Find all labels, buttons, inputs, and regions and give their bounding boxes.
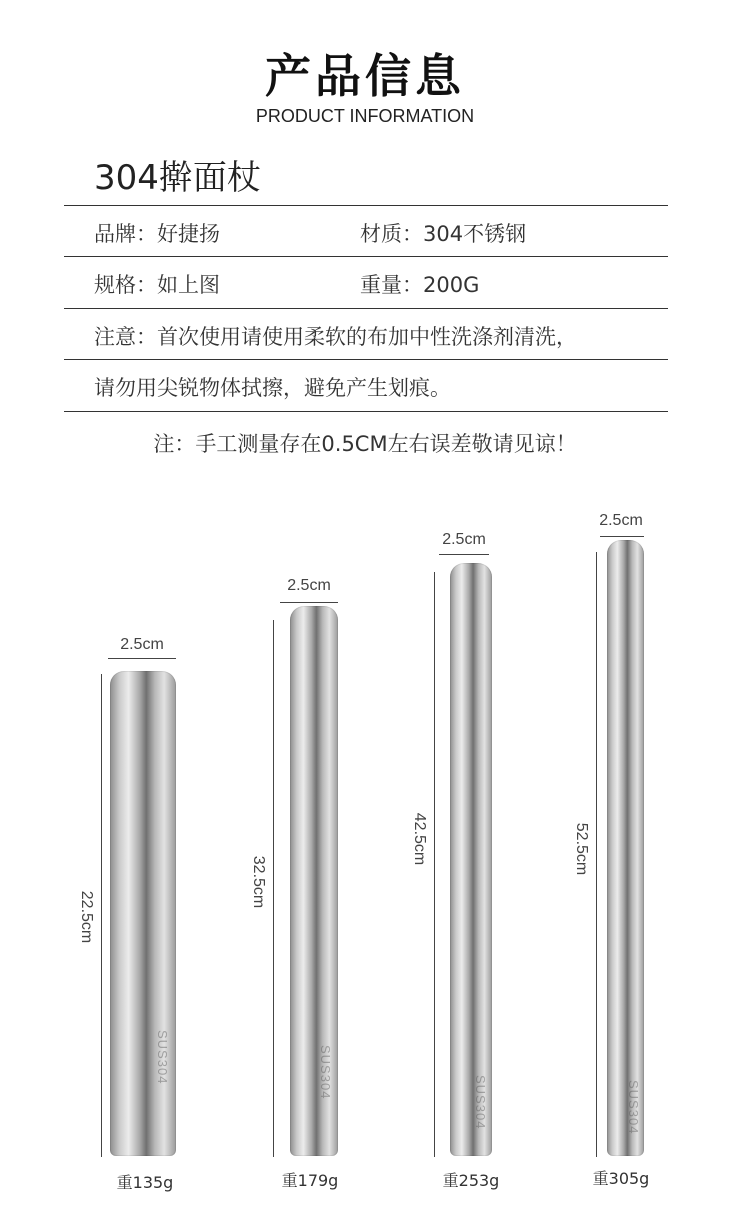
- length-line: [273, 620, 274, 1157]
- spec-brand: 品牌：好捷扬: [94, 222, 220, 246]
- divider: [64, 256, 668, 257]
- pin-diameter-label: 2.5cm: [120, 636, 164, 653]
- pin-engraving: SUS304: [155, 1030, 170, 1085]
- pin-length-label: 42.5cm: [411, 812, 428, 866]
- pin-weight-label: 重305g: [592, 1169, 650, 1188]
- diameter-line: [600, 536, 644, 537]
- pin-weight-label: 重253g: [442, 1171, 500, 1190]
- pin-length-label: 32.5cm: [250, 855, 267, 909]
- measurement-note: 注：手工测量存在0.5CM左右误差敬请见谅！: [153, 432, 577, 456]
- length-line: [101, 674, 102, 1157]
- length-line: [596, 552, 597, 1157]
- pin-diameter-label: 2.5cm: [599, 512, 643, 529]
- spec-caution-line1: 注意：首次使用请使用柔软的布加中性洗涤剂清洗，: [94, 325, 577, 349]
- page-title: 产品信息: [265, 49, 465, 103]
- rolling-pin-image: [607, 540, 644, 1156]
- pin-engraving: SUS304: [626, 1080, 641, 1135]
- diameter-line: [439, 554, 489, 555]
- diameter-line: [280, 602, 338, 603]
- pin-diameter-label: 2.5cm: [287, 577, 331, 594]
- length-line: [434, 572, 435, 1157]
- product-name: 304擀面杖: [94, 158, 261, 198]
- spec-material: 材质：304不锈钢: [360, 222, 527, 246]
- pin-engraving: SUS304: [318, 1045, 333, 1100]
- spec-size: 规格：如上图: [94, 273, 220, 297]
- spec-weight: 重量：200G: [360, 273, 480, 297]
- pin-length-label: 52.5cm: [573, 822, 590, 876]
- pin-weight-label: 重179g: [281, 1171, 339, 1190]
- divider: [64, 359, 668, 360]
- divider: [64, 411, 668, 412]
- diameter-line: [108, 658, 176, 659]
- pin-weight-label: 重135g: [116, 1173, 174, 1192]
- rolling-pin-image: [450, 563, 492, 1156]
- pin-diameter-label: 2.5cm: [442, 531, 486, 548]
- pin-engraving: SUS304: [473, 1075, 488, 1130]
- pin-length-label: 22.5cm: [78, 890, 95, 944]
- divider: [64, 308, 668, 309]
- page-subtitle: PRODUCT INFORMATION: [255, 106, 475, 126]
- divider: [64, 205, 668, 206]
- spec-caution-line2: 请勿用尖锐物体拭擦，避免产生划痕。: [94, 376, 451, 400]
